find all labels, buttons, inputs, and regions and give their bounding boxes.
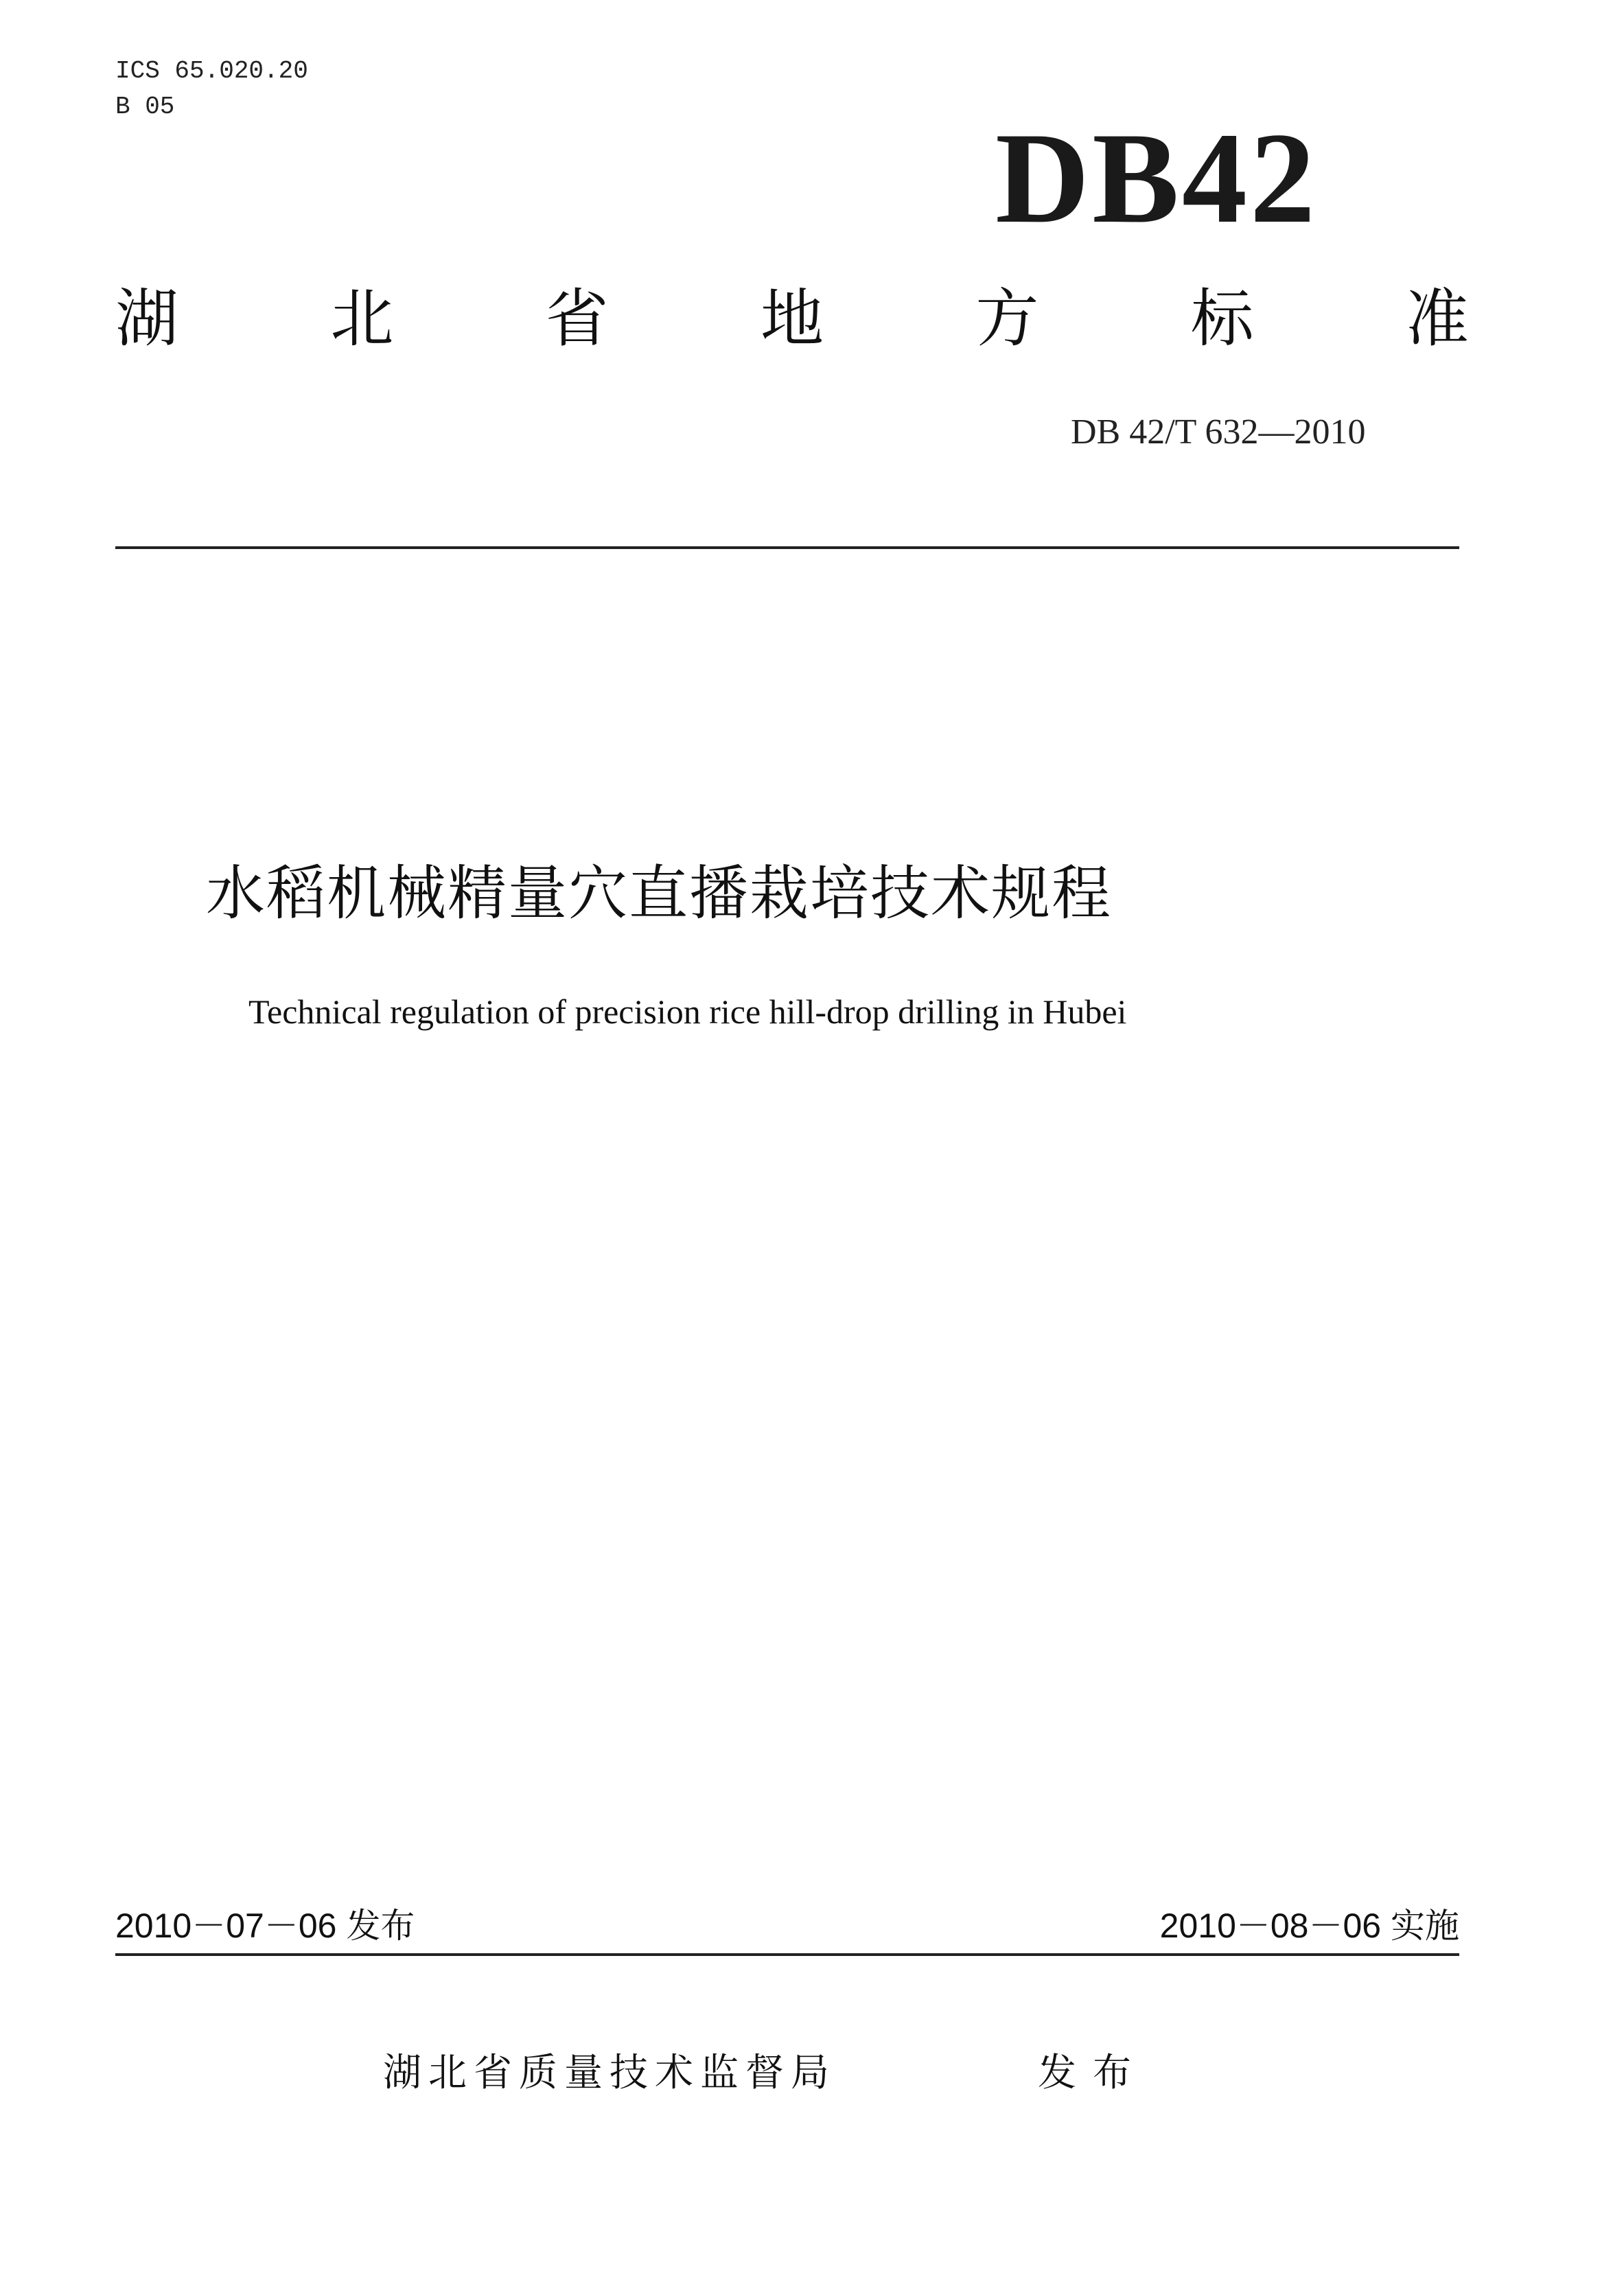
publisher-name: 湖北省质量技术监督局 xyxy=(383,2051,836,2095)
standard-type-heading xyxy=(115,281,1469,357)
bottom-divider xyxy=(115,1953,1459,1956)
implementation-date: 2010－08－06 实施 xyxy=(1159,1907,1459,1945)
heading-char: 省 xyxy=(545,282,609,356)
ics-code: ICS 65.020.20 xyxy=(115,57,308,85)
title-english: Technical regulation of precision rice hill-drop drilling in Hubei xyxy=(248,992,1127,1031)
publish-label: 发布 xyxy=(1038,2051,1148,2095)
heading-char: 准 xyxy=(1405,282,1469,356)
date-row xyxy=(115,1905,1459,1946)
heading-char: 方 xyxy=(975,282,1039,356)
top-divider xyxy=(115,546,1459,549)
heading-char: 湖 xyxy=(115,282,179,356)
standard-code: DB 42/T 632—2010 xyxy=(1071,412,1366,452)
release-date: 2010－07－06 发布 xyxy=(115,1907,415,1945)
heading-char: 北 xyxy=(330,282,394,356)
classification-codes xyxy=(115,54,308,125)
heading-char: 地 xyxy=(760,282,824,356)
title-chinese: 水稻机械精量穴直播栽培技术规程 xyxy=(206,859,1112,928)
heading-char: 标 xyxy=(1190,282,1254,356)
db42-logo: DB42 xyxy=(995,106,1318,251)
ccs-code: B 05 xyxy=(115,93,175,121)
